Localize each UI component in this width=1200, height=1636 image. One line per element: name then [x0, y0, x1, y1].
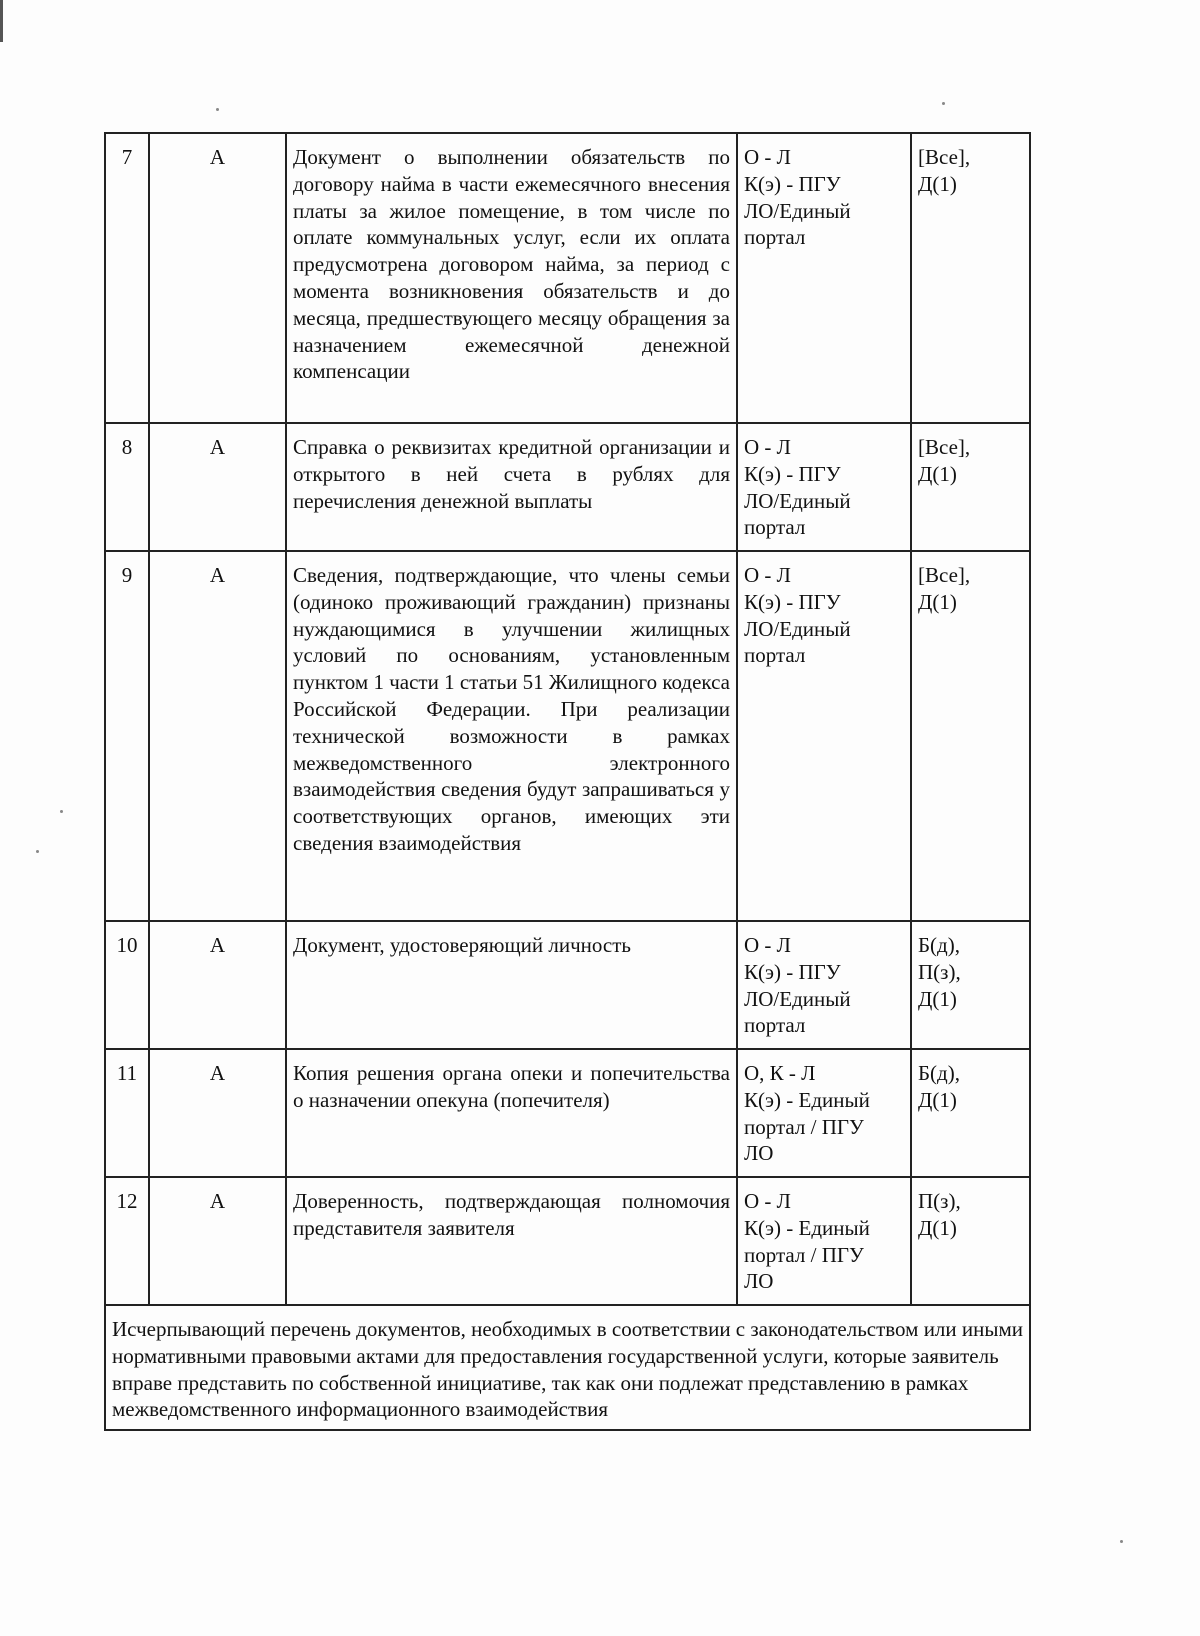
table-row — [105, 133, 1030, 423]
row-description: Документ о выполнении обязательств по договору найма в части ежемесячного внесения платы за жилое помещение, в том числе по оплате коммунальных услуг, если их оплата предусмотрена договором найма, за период с момента возникновения обязательств и до месяца, предшествующего месяцу обращения за назначением ежемесячной денежной компенсации — [286, 133, 737, 423]
row-category: А — [149, 1177, 286, 1305]
row-number: 11 — [105, 1049, 149, 1177]
row-submission-form: О - Л К(э) - ПГУ ЛО/Единый портал — [737, 921, 911, 1049]
row-category: А — [149, 423, 286, 551]
row-conditions: Б(д), Д(1) — [911, 1049, 1030, 1177]
table-footer-row — [105, 1305, 1030, 1430]
row-submission-form: О - Л К(э) - Единый портал / ПГУ ЛО — [737, 1177, 911, 1305]
row-category: А — [149, 921, 286, 1049]
row-conditions: [Все], Д(1) — [911, 551, 1030, 921]
row-number: 9 — [105, 551, 149, 921]
row-conditions: [Все], Д(1) — [911, 133, 1030, 423]
row-submission-form: О, К - Л К(э) - Единый портал / ПГУ ЛО — [737, 1049, 911, 1177]
row-category: А — [149, 551, 286, 921]
row-submission-form: О - Л К(э) - ПГУ ЛО/Единый портал — [737, 423, 911, 551]
row-number: 7 — [105, 133, 149, 423]
table-row — [105, 551, 1030, 921]
footer-note: Исчерпывающий перечень документов, необходимых в соответствии с законодательством или иными нормативными правовыми актами для предоставления государственной услуги, которые заявитель вправе представить по собственной инициативе, так как они подлежат представлению в рамках межведомственного информационного взаимодействия — [105, 1305, 1030, 1430]
row-conditions: Б(д), П(з), Д(1) — [911, 921, 1030, 1049]
scan-speck — [216, 108, 219, 111]
row-conditions: П(з), Д(1) — [911, 1177, 1030, 1305]
row-submission-form: О - Л К(э) - ПГУ ЛО/Единый портал — [737, 133, 911, 423]
scan-speck — [942, 102, 945, 105]
scan-speck — [1120, 1540, 1123, 1543]
table-row — [105, 1049, 1030, 1177]
table-row — [105, 1177, 1030, 1305]
row-description: Сведения, подтверждающие, что члены семьи (одиноко проживающий гражданин) признаны нуждающимися в улучшении жилищных условий по основаниям, установленным пунктом 1 части 1 статьи 51 Жилищного кодекса Российской Федерации. При реализации технической возможности в рамках межведомственного электронного взаимодействия сведения будут запрашиваться у соответствующих органов, имеющих эти сведения взаимодействия — [286, 551, 737, 921]
row-description: Копия решения органа опеки и попечительства о назначении опекуна (попечителя) — [286, 1049, 737, 1177]
row-conditions: [Все], Д(1) — [911, 423, 1030, 551]
row-number: 12 — [105, 1177, 149, 1305]
scan-speck — [36, 850, 39, 853]
table-row — [105, 423, 1030, 551]
row-description: Доверенность, подтверждающая полномочия представителя заявителя — [286, 1177, 737, 1305]
documents-table — [104, 132, 1031, 1431]
row-category: А — [149, 1049, 286, 1177]
scan-speck — [60, 810, 63, 813]
row-number: 8 — [105, 423, 149, 551]
scan-edge-mark — [0, 0, 3, 42]
row-description: Документ, удостоверяющий личность — [286, 921, 737, 1049]
row-submission-form: О - Л К(э) - ПГУ ЛО/Единый портал — [737, 551, 911, 921]
row-number: 10 — [105, 921, 149, 1049]
table-row — [105, 921, 1030, 1049]
row-description: Справка о реквизитах кредитной организации и открытого в ней счета в рублях для перечисления денежной выплаты — [286, 423, 737, 551]
row-category: А — [149, 133, 286, 423]
